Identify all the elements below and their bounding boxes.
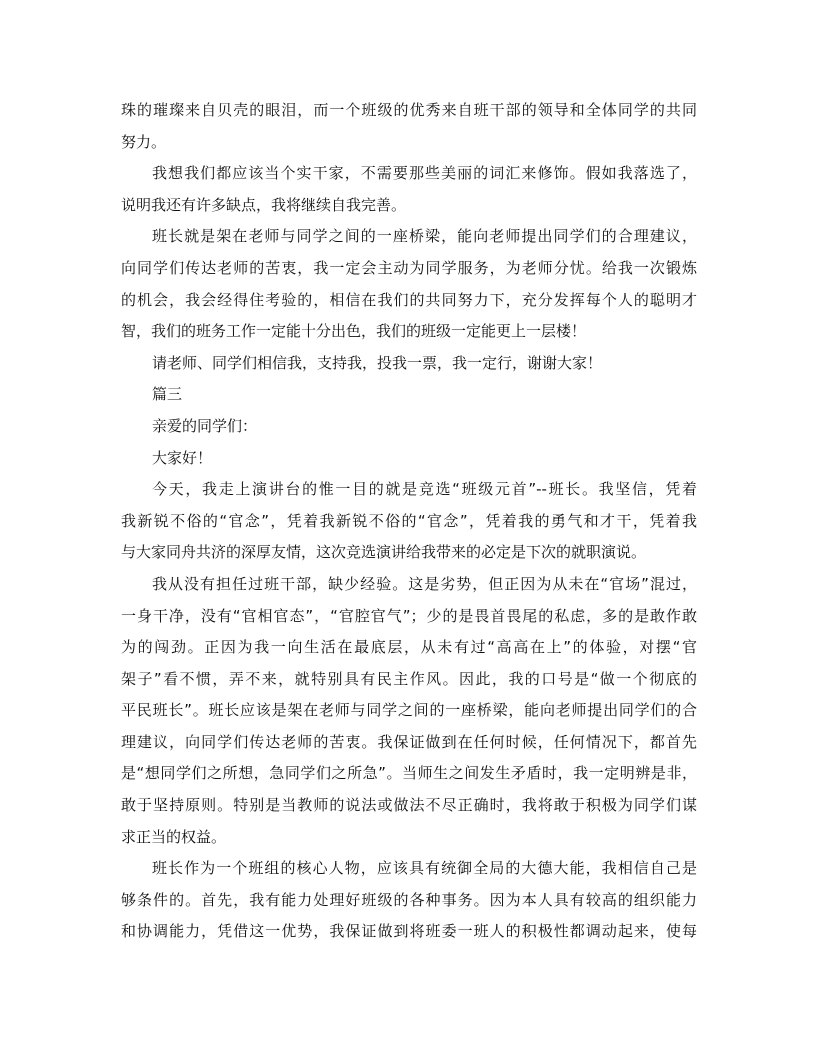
text-line: 理建议，向同学们传达老师的苦衷。我保证做到在任何时候，任何情况下，都首先 xyxy=(121,732,697,751)
paragraph-first-line: 今天，我走上演讲台的惟一目的就是竞选“班级元首”--班长。我坚信，凭着 xyxy=(152,480,697,499)
section-heading: 篇三 xyxy=(152,385,183,404)
text-line: 向同学们传达老师的苦衷，我一定会主动为同学服务，为老师分忧。给我一次锻炼 xyxy=(121,258,697,277)
text-line: 与大家同舟共济的深厚友情，这次竞选演讲给我带来的必定是下次的就职演说。 xyxy=(121,543,647,562)
text-line: 架子”看不惯，弄不来，就特别具有民主作风。因此，我的口号是“做一个彻底的 xyxy=(121,669,697,688)
paragraph-first-line: 我从没有担任过班干部，缺少经验。这是劣势，但正因为从未在“官场”混过， xyxy=(152,574,697,593)
text-line: 敢于坚持原则。特别是当教师的说法或做法不尽正确时，我将敢于积极为同学们谋 xyxy=(121,796,697,815)
text-line: 平民班长”。班长应该是架在老师与同学之间的一座桥梁，能向老师提出同学们的合 xyxy=(121,701,697,720)
text-line: 求正当的权益。 xyxy=(121,827,227,846)
salutation: 亲爱的同学们： xyxy=(152,416,258,435)
document-body xyxy=(121,95,697,948)
text-line: 珠的璀璨来自贝壳的眼泪，而一个班级的优秀来自班干部的领导和全体同学的共同 xyxy=(121,101,697,119)
paragraph-first-line: 班长就是架在老师与同学之间的一座桥梁，能向老师提出同学们的合理建议， xyxy=(152,227,697,246)
text-line: 和协调能力，凭借这一优势，我保证做到将班委一班人的积极性都调动起来，使每 xyxy=(121,922,697,941)
text-line: 一身干净，没有“官相官态”，“官腔官气”；少的是畏首畏尾的私虑，多的是敢作敢 xyxy=(121,606,697,625)
text-line: 的机会，我会经得住考验的，相信在我们的共同努力下，充分发挥每个人的聪明才 xyxy=(121,290,697,309)
paragraph-first-line: 请老师、同学们相信我，支持我，投我一票，我一定行，谢谢大家！ xyxy=(152,353,603,372)
text-line: 够条件的。首先，我有能力处理好班级的各种事务。因为本人具有较高的组织能力 xyxy=(121,890,697,909)
text-line: 我新锐不俗的“官念”，凭着我新锐不俗的“官念”，凭着我的勇气和才干，凭着我 xyxy=(121,511,697,530)
paragraph-first-line: 班长作为一个班组的核心人物，应该具有统御全局的大德大能，我相信自己是 xyxy=(152,859,697,878)
text-line: 说明我还有许多缺点，我将继续自我完善。 xyxy=(121,195,407,214)
text-line: 努力。 xyxy=(121,132,167,151)
text-line: 智，我们的班务工作一定能十分出色，我们的班级一定能更上一层楼！ xyxy=(121,322,587,341)
greeting: 大家好！ xyxy=(152,448,213,467)
text-line: 为的闯劲。正因为我一向生活在最底层，从未有过“高高在上”的体验，对摆“官 xyxy=(121,638,697,657)
text-line: 是“想同学们之所想，急同学们之所急”。当师生之间发生矛盾时，我一定明辨是非， xyxy=(121,764,697,783)
paragraph-first-line: 我想我们都应该当个实干家，不需要那些美丽的词汇来修饰。假如我落选了， xyxy=(152,164,697,183)
